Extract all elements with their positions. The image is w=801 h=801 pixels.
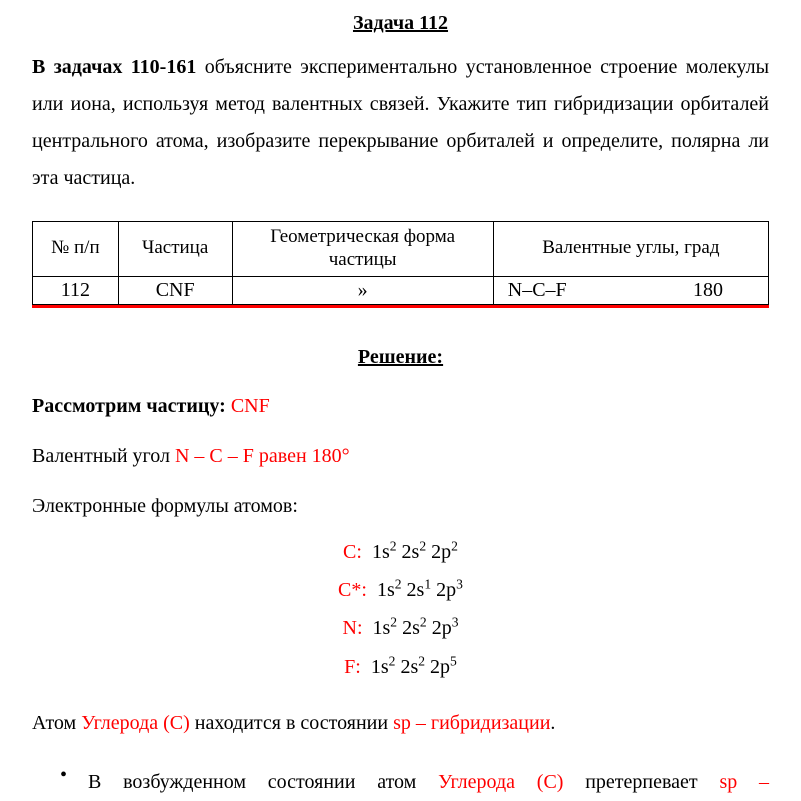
table-header-row [33,222,769,277]
intro-text: объясните экспериментально установленное строение молекулы или иона, используя метод валентных связей. Укажите тип гибридизации орбиталей центрального атома, изобразите перекрывание орбиталей и определите, полярна ли эта частица. [32,56,770,189]
cell-number: 112 [33,276,119,304]
conclusion-line [32,710,769,736]
formula-atom-label: C*: [338,578,367,601]
conditions-table [32,221,769,305]
conclusion-red-2: sp – гибридизации [393,712,551,735]
cell-angles [493,276,768,304]
red-divider [32,305,769,308]
table-row [33,276,769,304]
conclusion-text-2: находится в состоянии [189,712,394,735]
consider-particle: CNF [225,394,270,417]
conclusion-text-1: Атом [32,712,82,735]
header-shape: Геометрическая форма частицы [232,222,493,277]
angle-label: N–C–F [507,278,567,301]
bullet-text-2: претерпевает [563,771,720,794]
page-title: Задача 112 [352,12,449,34]
formulas-heading: Электронные формулы атомов: [32,494,298,517]
cell-particle: CNF [118,276,232,304]
electron-formulas-block [32,533,769,687]
cell-shape: » [232,276,493,304]
solution-heading: Решение: [357,345,444,368]
header-angles: Валентные углы, град [493,222,768,277]
consider-label: Рассмотрим частицу: [32,394,226,417]
electron-formula-line [32,648,769,686]
conclusion-red-1: Углерода (C) [81,712,190,735]
electron-formula-line [32,571,769,609]
formula-atom-label: N: [342,617,363,640]
bullet-item [32,764,769,801]
intro-bold-range: В задачах 110-161 [32,56,197,78]
formula-configuration: $1s^2$ $2s^2$ $2p^2$ [371,537,458,563]
header-number: № п/п [33,222,119,277]
header-particle: Частица [118,222,232,277]
intro-paragraph [32,49,769,197]
conclusion-text-3: . [550,712,556,735]
formula-configuration: $1s^2$ $2s^2$ $2p^3$ [372,614,459,640]
valence-angle-line [32,443,769,469]
bullet-text [88,764,769,801]
bullet-red-1: Углерода (C) [438,771,564,794]
angle-value: 180 [693,278,723,301]
angle-prefix: Валентный угол [32,444,175,467]
electron-formula-line [32,609,769,647]
bullet-red-2: sp – [719,771,769,794]
formula-configuration: $1s^2$ $2s^2$ $2p^5$ [370,653,457,678]
angle-red-text: N – C – F равен 180° [174,444,350,467]
formula-atom-label: C: [343,540,362,563]
bullet-icon: • [60,764,68,787]
electron-formula-line [32,533,769,571]
bullet-text-1: В возбужденном состоянии атом [88,771,439,794]
formula-configuration: $1s^2$ $2s^1$ $2p^3$ [376,576,463,601]
formula-atom-label: F: [344,655,361,678]
consider-line [32,393,769,419]
